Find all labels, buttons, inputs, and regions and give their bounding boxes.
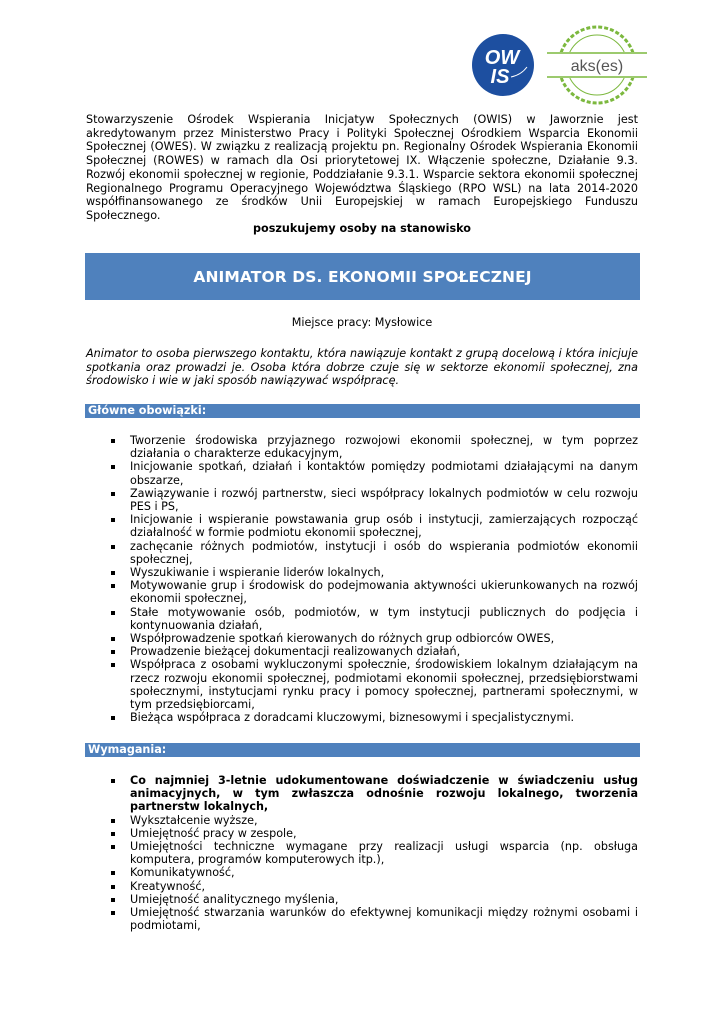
list-item: Prowadzenie bieżącej dokumentacji realizowanych działań, <box>86 645 638 658</box>
list-item: Inicjowanie spotkań, działań i kontaktów pomiędzy podmiotami działającymi na danym obszarze, <box>86 460 638 486</box>
owis-logo-text-is: IS <box>490 66 510 88</box>
list-item: Motywowanie grup i środowisk do podejmowania aktywności ukierunkowanych na rozwój ekonomii społecznej, <box>86 579 638 605</box>
akses-logo-text: aks(es) <box>570 58 624 75</box>
list-item: Współprowadzenie spotkań kierowanych do różnych grup odbiorców OWES, <box>86 632 638 645</box>
job-title: ANIMATOR DS. EKONOMII SPOŁECZNEJ <box>193 267 532 286</box>
list-item: Kreatywność, <box>86 880 638 893</box>
list-item: Inicjowanie i wspieranie powstawania grup osób i instytucji, zamierzających rozpocząć działalność w formie podmiotu ekonomii społecznej, <box>86 513 638 539</box>
owis-logo <box>471 33 535 97</box>
list-item: Umiejętności techniczne wymagane przy realizacji usługi wsparcia (np. obsługa komputera, programów komputerowych itp.), <box>86 840 638 866</box>
list-item: Umiejętność pracy w zespole, <box>86 827 638 840</box>
list-item: Umiejętność analitycznego myślenia, <box>86 893 638 906</box>
logo-group <box>471 22 649 108</box>
list-item: zachęcanie różnych podmiotów, instytucji i osób do wspierania podmiotów ekonomii społecznej, <box>86 540 638 566</box>
list-item: Tworzenie środowiska przyjaznego rozwojowi ekonomii społecznej, w tym poprzez działania o charakterze edukacyjnym, <box>86 434 638 460</box>
requirements-heading: Wymagania: <box>85 743 640 757</box>
list-item: Wyszukiwanie i wspieranie liderów lokalnych, <box>86 566 638 579</box>
duties-heading: Główne obowiązki: <box>85 404 640 418</box>
list-item: Wykształcenie wyższe, <box>86 814 638 827</box>
list-item: Zawiązywanie i rozwój partnerstw, sieci współpracy lokalnych podmiotów w celu rozwoju PES i PS, <box>86 487 638 513</box>
list-item: Bieżąca współpraca z doradcami kluczowymi, biznesowymi i specjalistycznymi. <box>86 711 638 724</box>
job-title-banner <box>85 253 640 300</box>
list-item: Stałe motywowanie osób, podmiotów, w tym instytucji publicznych do podjęcia i kontynuowania działań, <box>86 606 638 632</box>
list-item: Umiejętność stwarzania warunków do efektywnej komunikacji między rożnymi osobami i podmiotami, <box>86 906 638 932</box>
list-item: Co najmniej 3-letnie udokumentowane doświadczenie w świadczeniu usług animacyjnych, w tym zwłaszcza odnośnie rozwoju lokalnego, tworzenia partnerstw lokalnych, <box>86 774 638 814</box>
seek-heading: poszukujemy osoby na stanowisko <box>253 222 471 235</box>
workplace: Miejsce pracy: Mysłowice <box>291 316 433 329</box>
requirements-list <box>86 774 638 932</box>
intro-paragraph: Stowarzyszenie Ośrodek Wspierania Inicjatyw Społecznych (OWIS) w Jaworznie jest akredytowanym przez Ministerstwo Pracy i Polityki Społecznej Ośrodkiem Wsparcia Ekonomii Społecznej (OWES). W związku z realizacją projektu pn. Regionalny Ośrodek Wspierania Ekonomii Społecznej (ROWES) w ramach dla Osi priorytetowej IX. Włączenie społeczne, Działanie 9.3. Rozwój ekonomii społecznej w regionie, Poddziałanie 9.3.1. Wsparcie sektora ekonomii społecznej Regionalnego Programu Operacyjnego Województwa Śląskiego (RPO WSL) na lata 2014-2020 współfinansowanego ze środków Unii Europejskiej w ramach Europejskiego Funduszu Społecznego. <box>86 113 638 222</box>
job-description: Animator to osoba pierwszego kontaktu, która nawiązuje kontakt z grupą docelową i która inicjuje spotkania oraz prowadzi je. Osoba która dobrze czuje się w sektorze ekonomii społecznej, zna środowisko i wie w jaki sposób nawiązywać współpracę. <box>86 347 638 388</box>
duties-list <box>86 434 638 724</box>
akses-logo <box>545 22 649 108</box>
list-item: Komunikatywność, <box>86 866 638 879</box>
list-item: Współpraca z osobami wykluczonymi społecznie, środowiskiem lokalnym działającym na rzecz rozwoju ekonomii społecznej, podmiotami ekonomii społecznej, przedsiębiorstwami społecznymi, instytucjami rynku pracy i pomocy społecznej, partnerami społecznymi, w tym przedsiębiorcami, <box>86 658 638 711</box>
owis-logo-text-ow: OW <box>484 47 520 69</box>
